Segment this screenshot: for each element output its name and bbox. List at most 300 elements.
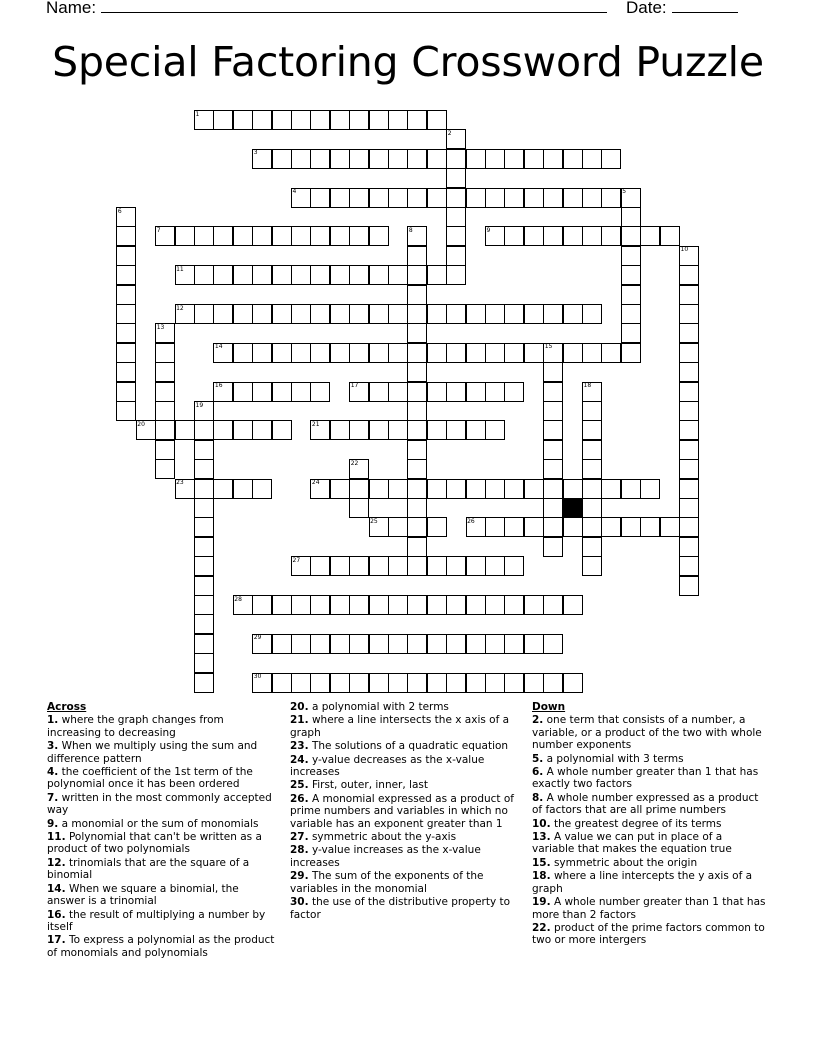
grid-cell[interactable] [310,343,330,363]
grid-cell[interactable] [679,382,699,402]
grid-cell[interactable] [407,440,427,460]
grid-cell[interactable] [407,285,427,305]
grid-cell[interactable] [116,323,136,343]
grid-cell[interactable] [679,440,699,460]
grid-cell[interactable] [369,265,389,285]
grid-cell[interactable] [252,595,272,615]
grid-cell[interactable] [582,459,602,479]
grid-cell[interactable] [291,673,311,693]
grid-cell[interactable] [660,517,680,537]
grid-cell[interactable] [466,304,486,324]
grid-cell[interactable] [563,479,583,499]
grid-cell[interactable] [369,595,389,615]
grid-cell[interactable] [621,207,641,227]
grid-cell[interactable] [233,343,253,363]
grid-cell[interactable] [446,382,466,402]
grid-cell[interactable] [213,110,233,130]
grid-cell[interactable] [291,595,311,615]
grid-cell[interactable] [233,479,253,499]
grid-cell[interactable] [330,556,350,576]
grid-cell[interactable] [310,556,330,576]
grid-cell[interactable] [485,149,505,169]
grid-cell[interactable] [349,343,369,363]
grid-cell[interactable] [116,207,136,227]
grid-cell[interactable] [252,304,272,324]
grid-cell[interactable] [504,188,524,208]
grid-cell[interactable] [310,188,330,208]
grid-cell[interactable] [330,226,350,246]
grid-cell[interactable] [233,110,253,130]
grid-cell[interactable] [388,343,408,363]
grid-cell[interactable] [407,673,427,693]
grid-cell[interactable] [485,556,505,576]
grid-cell[interactable] [524,634,544,654]
grid-cell[interactable] [233,226,253,246]
grid-cell[interactable] [466,595,486,615]
grid-cell[interactable] [563,673,583,693]
grid-cell[interactable] [466,188,486,208]
grid-cell[interactable] [310,304,330,324]
grid-cell[interactable] [679,343,699,363]
grid-cell[interactable] [194,110,214,130]
grid-cell[interactable] [601,188,621,208]
date-field[interactable] [672,0,738,13]
grid-cell[interactable] [504,673,524,693]
grid-cell[interactable] [582,556,602,576]
grid-cell[interactable] [310,420,330,440]
grid-cell[interactable] [194,576,214,596]
grid-cell[interactable] [252,479,272,499]
grid-cell[interactable] [466,420,486,440]
grid-cell[interactable] [601,479,621,499]
grid-cell[interactable] [582,440,602,460]
grid-cell[interactable] [310,634,330,654]
grid-cell[interactable] [369,556,389,576]
grid-cell[interactable] [427,149,447,169]
grid-cell[interactable] [679,556,699,576]
grid-cell[interactable] [543,420,563,440]
grid-cell[interactable] [330,149,350,169]
grid-cell[interactable] [252,343,272,363]
grid-cell[interactable] [116,401,136,421]
grid-cell[interactable] [330,265,350,285]
grid-cell[interactable] [485,673,505,693]
grid-cell[interactable] [601,343,621,363]
grid-cell[interactable] [388,265,408,285]
grid-cell[interactable] [213,226,233,246]
grid-cell[interactable] [310,595,330,615]
grid-cell[interactable] [563,149,583,169]
grid-cell[interactable] [679,498,699,518]
grid-cell[interactable] [310,110,330,130]
grid-cell[interactable] [369,382,389,402]
grid-cell[interactable] [213,382,233,402]
grid-cell[interactable] [466,517,486,537]
grid-cell[interactable] [349,459,369,479]
grid-cell[interactable] [388,149,408,169]
grid-cell[interactable] [330,673,350,693]
grid-cell[interactable] [466,556,486,576]
grid-cell[interactable] [388,556,408,576]
grid-cell[interactable] [388,479,408,499]
grid-cell[interactable] [213,265,233,285]
grid-cell[interactable] [446,595,466,615]
grid-cell[interactable] [330,343,350,363]
grid-cell[interactable] [407,556,427,576]
grid-cell[interactable] [291,265,311,285]
grid-cell[interactable] [272,420,292,440]
grid-cell[interactable] [349,110,369,130]
grid-cell[interactable] [563,343,583,363]
grid-cell[interactable] [660,226,680,246]
grid-cell[interactable] [310,673,330,693]
grid-cell[interactable] [679,265,699,285]
grid-cell[interactable] [485,188,505,208]
grid-cell[interactable] [194,304,214,324]
grid-cell[interactable] [349,304,369,324]
grid-cell[interactable] [116,226,136,246]
grid-cell[interactable] [427,304,447,324]
grid-cell[interactable] [563,517,583,537]
grid-cell[interactable] [427,420,447,440]
grid-cell[interactable] [272,595,292,615]
grid-cell[interactable] [524,673,544,693]
grid-cell[interactable] [272,634,292,654]
grid-cell[interactable] [524,479,544,499]
grid-cell[interactable] [252,382,272,402]
grid-cell[interactable] [407,362,427,382]
grid-cell[interactable] [252,673,272,693]
grid-cell[interactable] [116,304,136,324]
grid-cell[interactable] [175,304,195,324]
grid-cell[interactable] [543,382,563,402]
grid-cell[interactable] [640,226,660,246]
grid-cell[interactable] [252,149,272,169]
grid-cell[interactable] [504,479,524,499]
grid-cell[interactable] [601,149,621,169]
grid-cell[interactable] [369,226,389,246]
grid-cell[interactable] [407,304,427,324]
grid-cell[interactable] [582,420,602,440]
grid-cell[interactable] [175,479,195,499]
grid-cell[interactable] [388,110,408,130]
grid-cell[interactable] [252,226,272,246]
grid-cell[interactable] [466,479,486,499]
grid-cell[interactable] [194,653,214,673]
grid-cell[interactable] [679,479,699,499]
grid-cell[interactable] [330,634,350,654]
grid-cell[interactable] [194,265,214,285]
grid-cell[interactable] [291,634,311,654]
grid-cell[interactable] [679,304,699,324]
grid-cell[interactable] [349,420,369,440]
grid-cell[interactable] [155,459,175,479]
grid-cell[interactable] [563,595,583,615]
grid-cell[interactable] [621,226,641,246]
grid-cell[interactable] [349,673,369,693]
grid-cell[interactable] [679,576,699,596]
grid-cell[interactable] [582,498,602,518]
grid-cell[interactable] [388,595,408,615]
grid-cell[interactable] [388,634,408,654]
grid-cell[interactable] [233,304,253,324]
grid-cell[interactable] [543,188,563,208]
grid-cell[interactable] [466,149,486,169]
grid-cell[interactable] [466,634,486,654]
grid-cell[interactable] [252,634,272,654]
grid-cell[interactable] [407,246,427,266]
grid-cell[interactable] [175,420,195,440]
grid-cell[interactable] [543,498,563,518]
grid-cell[interactable] [407,401,427,421]
grid-cell[interactable] [524,595,544,615]
grid-cell[interactable] [504,226,524,246]
grid-cell[interactable] [524,226,544,246]
grid-cell[interactable] [155,362,175,382]
grid-cell[interactable] [485,226,505,246]
grid-cell[interactable] [446,634,466,654]
grid-cell[interactable] [582,304,602,324]
grid-cell[interactable] [155,382,175,402]
grid-cell[interactable] [252,110,272,130]
grid-cell[interactable] [446,304,466,324]
grid-cell[interactable] [194,459,214,479]
grid-cell[interactable] [563,304,583,324]
grid-cell[interactable] [407,110,427,130]
grid-cell[interactable] [349,634,369,654]
grid-cell[interactable] [116,343,136,363]
grid-cell[interactable] [272,673,292,693]
grid-cell[interactable] [194,420,214,440]
grid-cell[interactable] [446,420,466,440]
grid-cell[interactable] [388,673,408,693]
grid-cell[interactable] [310,479,330,499]
grid-cell[interactable] [116,265,136,285]
grid-cell[interactable] [330,420,350,440]
grid-cell[interactable] [621,188,641,208]
grid-cell[interactable] [407,498,427,518]
grid-cell[interactable] [446,129,466,149]
grid-cell[interactable] [679,401,699,421]
grid-cell[interactable] [116,285,136,305]
grid-cell[interactable] [543,401,563,421]
grid-cell[interactable] [466,382,486,402]
grid-cell[interactable] [504,149,524,169]
grid-cell[interactable] [543,304,563,324]
grid-cell[interactable] [233,265,253,285]
grid-cell[interactable] [175,265,195,285]
grid-cell[interactable] [621,323,641,343]
grid-cell[interactable] [524,304,544,324]
grid-cell[interactable] [194,673,214,693]
grid-cell[interactable] [407,537,427,557]
grid-cell[interactable] [349,595,369,615]
grid-cell[interactable] [427,110,447,130]
grid-cell[interactable] [427,265,447,285]
grid-cell[interactable] [369,420,389,440]
grid-cell[interactable] [407,420,427,440]
grid-cell[interactable] [213,304,233,324]
grid-cell[interactable] [233,595,253,615]
grid-cell[interactable] [407,634,427,654]
grid-cell[interactable] [446,207,466,227]
grid-cell[interactable] [466,673,486,693]
grid-cell[interactable] [194,440,214,460]
grid-cell[interactable] [427,595,447,615]
grid-cell[interactable] [427,343,447,363]
grid-cell[interactable] [543,634,563,654]
grid-cell[interactable] [369,479,389,499]
grid-cell[interactable] [446,479,466,499]
grid-cell[interactable] [446,265,466,285]
grid-cell[interactable] [272,343,292,363]
grid-cell[interactable] [272,110,292,130]
grid-cell[interactable] [582,343,602,363]
grid-cell[interactable] [679,517,699,537]
grid-cell[interactable] [310,265,330,285]
grid-cell[interactable] [272,149,292,169]
grid-cell[interactable] [369,517,389,537]
grid-cell[interactable] [485,634,505,654]
grid-cell[interactable] [155,420,175,440]
grid-cell[interactable] [679,323,699,343]
grid-cell[interactable] [330,188,350,208]
grid-cell[interactable] [388,188,408,208]
grid-cell[interactable] [621,304,641,324]
name-field[interactable] [101,0,607,13]
grid-cell[interactable] [582,149,602,169]
grid-cell[interactable] [369,149,389,169]
grid-cell[interactable] [369,304,389,324]
grid-cell[interactable] [524,343,544,363]
grid-cell[interactable] [427,188,447,208]
grid-cell[interactable] [679,362,699,382]
grid-cell[interactable] [679,285,699,305]
grid-cell[interactable] [369,673,389,693]
grid-cell[interactable] [485,304,505,324]
grid-cell[interactable] [407,343,427,363]
grid-cell[interactable] [291,188,311,208]
grid-cell[interactable] [330,595,350,615]
grid-cell[interactable] [194,634,214,654]
grid-cell[interactable] [194,517,214,537]
grid-cell[interactable] [679,459,699,479]
grid-cell[interactable] [427,673,447,693]
grid-cell[interactable] [679,420,699,440]
grid-cell[interactable] [330,479,350,499]
grid-cell[interactable] [194,479,214,499]
grid-cell[interactable] [388,420,408,440]
grid-cell[interactable] [582,226,602,246]
grid-cell[interactable] [407,188,427,208]
grid-cell[interactable] [543,479,563,499]
grid-cell[interactable] [310,226,330,246]
grid-cell[interactable] [543,673,563,693]
grid-cell[interactable] [369,188,389,208]
grid-cell[interactable] [543,537,563,557]
grid-cell[interactable] [582,537,602,557]
grid-cell[interactable] [175,226,195,246]
grid-cell[interactable] [504,304,524,324]
grid-cell[interactable] [446,556,466,576]
grid-cell[interactable] [543,459,563,479]
grid-cell[interactable] [485,382,505,402]
grid-cell[interactable] [485,595,505,615]
grid-cell[interactable] [369,343,389,363]
grid-cell[interactable] [407,226,427,246]
grid-cell[interactable] [621,265,641,285]
grid-cell[interactable] [504,556,524,576]
grid-cell[interactable] [446,188,466,208]
grid-cell[interactable] [407,149,427,169]
grid-cell[interactable] [563,226,583,246]
grid-cell[interactable] [330,304,350,324]
grid-cell[interactable] [388,517,408,537]
grid-cell[interactable] [330,110,350,130]
grid-cell[interactable] [349,479,369,499]
grid-cell[interactable] [291,382,311,402]
grid-cell[interactable] [291,343,311,363]
grid-cell[interactable] [504,382,524,402]
grid-cell[interactable] [349,556,369,576]
grid-cell[interactable] [524,188,544,208]
grid-cell[interactable] [388,304,408,324]
grid-cell[interactable] [446,149,466,169]
grid-cell[interactable] [621,479,641,499]
grid-cell[interactable] [601,226,621,246]
grid-cell[interactable] [136,420,156,440]
grid-cell[interactable] [485,517,505,537]
grid-cell[interactable] [272,226,292,246]
grid-cell[interactable] [407,479,427,499]
grid-cell[interactable] [369,110,389,130]
grid-cell[interactable] [582,188,602,208]
grid-cell[interactable] [504,634,524,654]
grid-cell[interactable] [310,149,330,169]
grid-cell[interactable] [466,343,486,363]
grid-cell[interactable] [427,479,447,499]
grid-cell[interactable] [407,382,427,402]
grid-cell[interactable] [582,401,602,421]
grid-cell[interactable] [446,168,466,188]
grid-cell[interactable] [213,479,233,499]
grid-cell[interactable] [582,517,602,537]
grid-cell[interactable] [543,595,563,615]
grid-cell[interactable] [194,614,214,634]
grid-cell[interactable] [194,401,214,421]
grid-cell[interactable] [213,343,233,363]
grid-cell[interactable] [194,537,214,557]
grid-cell[interactable] [194,226,214,246]
grid-cell[interactable] [272,382,292,402]
grid-cell[interactable] [485,343,505,363]
grid-cell[interactable] [524,517,544,537]
grid-cell[interactable] [640,517,660,537]
grid-cell[interactable] [485,420,505,440]
grid-cell[interactable] [504,517,524,537]
grid-cell[interactable] [349,382,369,402]
grid-cell[interactable] [291,304,311,324]
grid-cell[interactable] [194,556,214,576]
grid-cell[interactable] [349,265,369,285]
grid-cell[interactable] [543,440,563,460]
grid-cell[interactable] [621,343,641,363]
grid-cell[interactable] [155,343,175,363]
grid-cell[interactable] [679,246,699,266]
grid-cell[interactable] [601,517,621,537]
grid-cell[interactable] [155,323,175,343]
grid-cell[interactable] [543,226,563,246]
